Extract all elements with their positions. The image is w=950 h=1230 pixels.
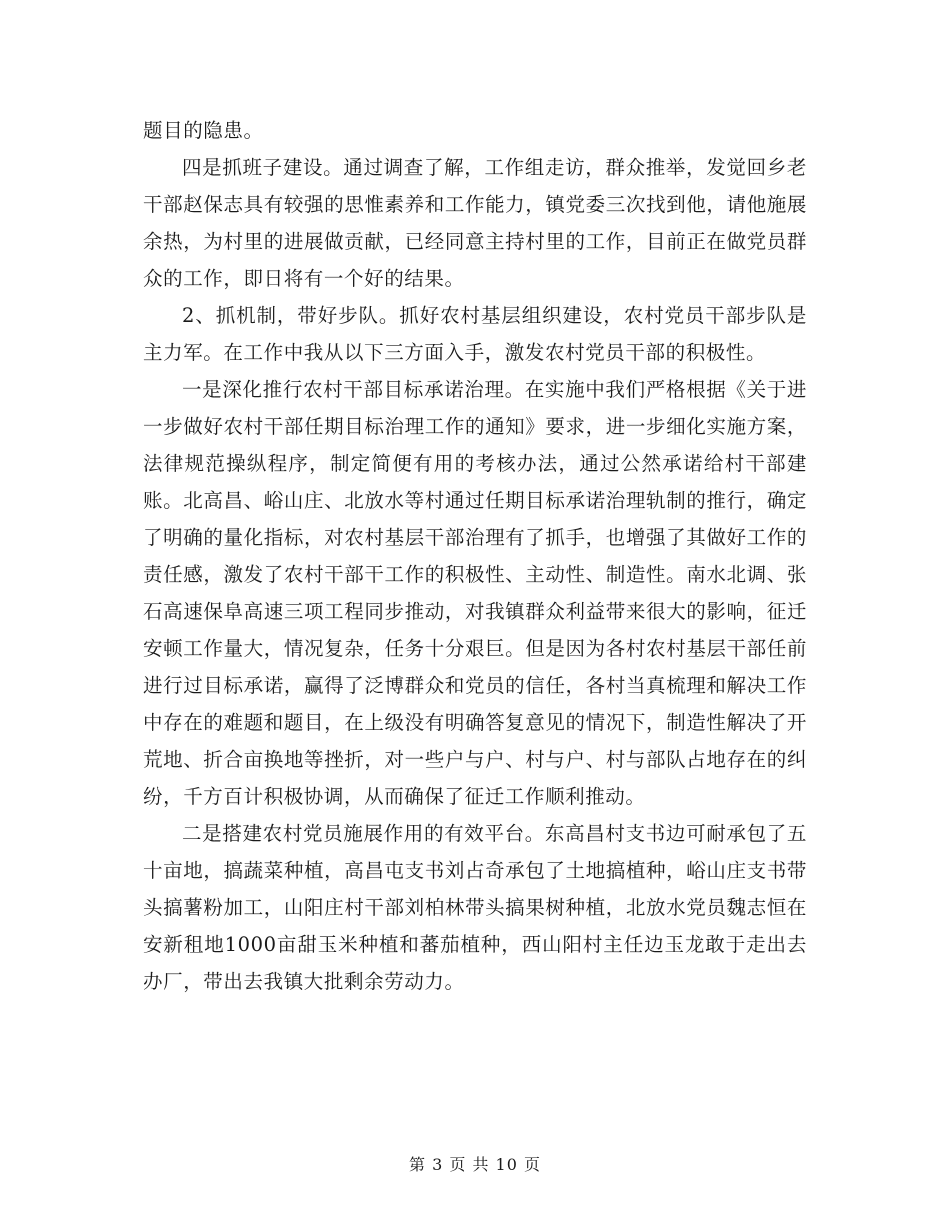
page-number: 第 3 页 共 10 页 xyxy=(409,1155,541,1174)
document-body xyxy=(143,112,807,1000)
paragraph-1: 题目的隐患。 xyxy=(143,119,264,142)
paragraph-5: 二是搭建农村党员施展作用的有效平台。东高昌村支书边可耐承包了五十亩地，搞蔬菜种植，高昌屯支书刘占奇承包了土地搞植种，峪山庄支书带头搞薯粉加工，山阳庄村干部刘柏林带头搞果树种植，北放水党员魏志恒在安新租地1000亩甜玉米种植和蕃茄植种，西山阳村主任边玉龙敢于走出去办厂，带出去我镇大批剩余劳动力。 xyxy=(143,822,807,993)
paragraph-3: 2、抓机制，带好步队。抓好农村基层组织建设，农村党员干部步队是主力军。在工作中我从以下三方面入手，激发农村党员干部的积极性。 xyxy=(143,304,807,364)
paragraph-2: 四是抓班子建设。通过调查了解，工作组走访，群众推举，发觉回乡老干部赵保志具有较强的思惟素养和工作能力，镇党委三次找到他，请他施展余热，为村里的进展做贡献，已经同意主持村里的工作，目前正在做党员群众的工作，即日将有一个好的结果。 xyxy=(143,156,807,290)
paragraph-4: 一是深化推行农村干部目标承诺治理。在实施中我们严格根据《关于进一步做好农村干部任期目标治理工作的通知》要求，进一步细化实施方案，法律规范操纵程序，制定简便有用的考核办法，通过公然承诺给村干部建账。北高昌、峪山庄、北放水等村通过任期目标承诺治理轨制的推行，确定了明确的量化指标，对农村基层干部治理有了抓手，也增强了其做好工作的责任感，激发了农村干部干工作的积极性、主动性、制造性。南水北调、张石高速保阜高速三项工程同步推动，对我镇群众利益带来很大的影响，征迁安顿工作量大，情况复杂，任务十分艰巨。但是因为各村农村基层干部任前进行过目标承诺，赢得了泛博群众和党员的信任，各村当真梳理和解决工作中存在的难题和题目，在上级没有明确答复意见的情况下，制造性解决了开荒地、折合亩换地等挫折，对一些户与户、村与户、村与部队占地存在的纠纷，千方百计积极协调，从而确保了征迁工作顺利推动。 xyxy=(143,378,807,808)
page-footer xyxy=(0,1152,950,1175)
